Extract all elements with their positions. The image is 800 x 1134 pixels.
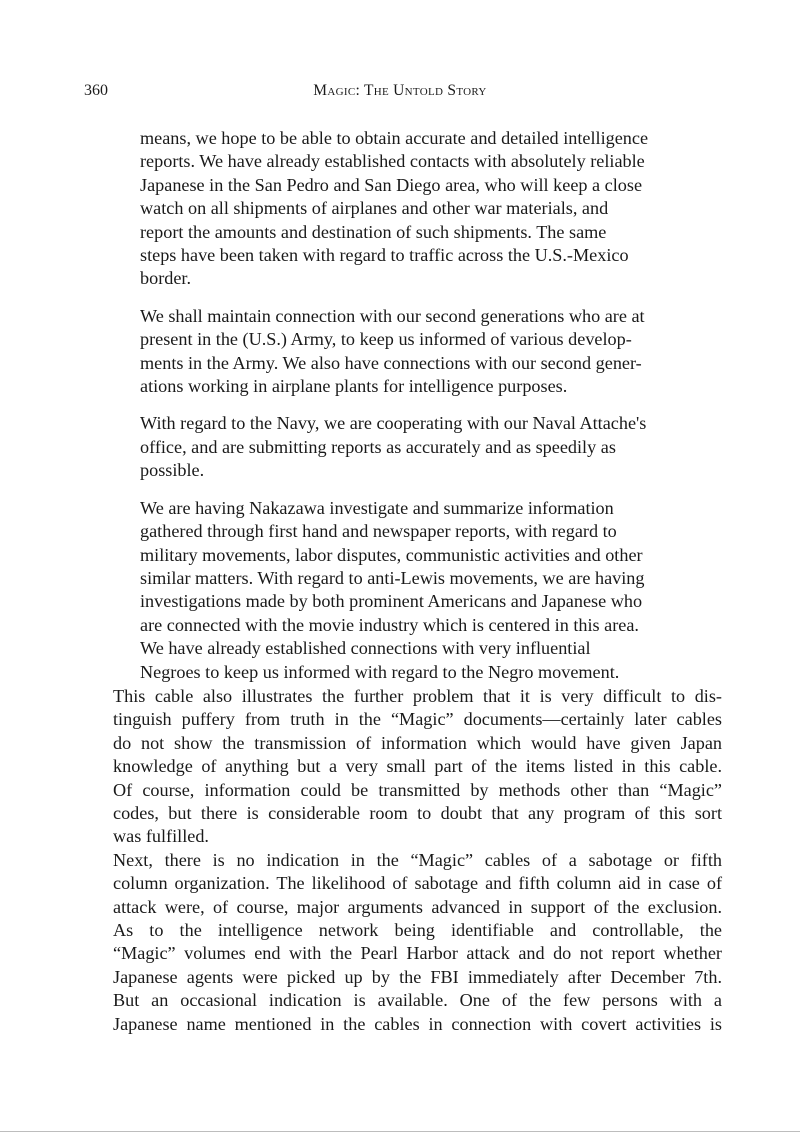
text-line: This cable also illustrates the further problem that it is very difficult to dis- xyxy=(113,686,722,706)
body-text xyxy=(84,685,722,1036)
text-line: report the amounts and destination of such shipments. The same xyxy=(140,221,607,242)
body-paragraph-3 xyxy=(84,919,722,1036)
quote-paragraph-4 xyxy=(140,497,720,684)
text-line: Japanese in the San Pedro and San Diego area, who will keep a close xyxy=(140,174,643,195)
book-title: Magic: The Untold Story xyxy=(313,82,487,99)
quote-paragraph-1 xyxy=(140,127,720,291)
running-head xyxy=(0,82,800,102)
text-line: investigations made by both prominent Americans and Japanese who xyxy=(140,591,643,612)
quote-paragraph-3 xyxy=(140,412,720,482)
text-line: means, we hope to be able to obtain accurate and detailed intelligence xyxy=(140,128,649,148)
text-line: We have already established connections with very influential xyxy=(140,638,591,659)
block-quote xyxy=(140,127,720,698)
quote-paragraph-2 xyxy=(140,305,720,399)
text-line: But an occasional indication is available. One of the few persons with a xyxy=(113,990,722,1011)
body-paragraph-2 xyxy=(84,849,722,919)
text-line: ations working in airplane plants for intelligence purposes. xyxy=(140,376,568,397)
page-number: 360 xyxy=(84,82,108,99)
body-paragraph-1 xyxy=(84,685,722,849)
text-line: column organization. The likelihood of sabotage and fifth column aid in case of xyxy=(113,873,722,894)
text-line: reports. We have already established contacts with absolutely reliable xyxy=(140,151,645,172)
text-line: “Magic” volumes end with the Pearl Harbor attack and do not report whether xyxy=(113,943,722,964)
text-line: possible. xyxy=(140,460,205,481)
text-line: was fulfilled. xyxy=(113,826,209,847)
text-line: watch on all shipments of airplanes and other war materials, and xyxy=(140,198,609,219)
text-line: office, and are submitting reports as accurately and as speedily as xyxy=(140,436,616,457)
text-line: similar matters. With regard to anti-Lewis movements, we are having xyxy=(140,567,645,588)
text-line: knowledge of anything but a very small part of the items listed in this cable. xyxy=(113,756,722,777)
text-line: border. xyxy=(140,268,192,289)
text-line: do not show the transmission of information which would have given Japan xyxy=(113,732,722,753)
text-line: tinguish puffery from truth in the “Magic” documents—certainly later cables xyxy=(113,709,722,730)
text-line: attack were, of course, major arguments advanced in support of the exclusion. xyxy=(113,896,722,917)
text-line: ments in the Army. We also have connections with our second gener- xyxy=(140,352,642,373)
page-edge-divider xyxy=(0,1131,800,1132)
text-line: Of course, information could be transmitted by methods other than “Magic” xyxy=(113,779,722,800)
text-line: Negroes to keep us informed with regard to the Negro movement. xyxy=(140,661,620,682)
text-line: gathered through first hand and newspaper reports, with regard to xyxy=(140,521,617,542)
text-line: present in the (U.S.) Army, to keep us informed of various develop- xyxy=(140,329,632,350)
text-line: Next, there is no indication in the “Magic” cables of a sabotage or fifth xyxy=(113,849,722,870)
text-line: We are having Nakazawa investigate and summarize information xyxy=(140,497,614,518)
text-line: steps have been taken with regard to traffic across the U.S.-Mexico xyxy=(140,245,629,266)
text-line: Japanese name mentioned in the cables in connection with covert activities is xyxy=(113,1013,722,1034)
text-line: Japanese agents were picked up by the FBI immediately after December 7th. xyxy=(113,966,722,987)
text-line: codes, but there is considerable room to doubt that any program of this sort xyxy=(113,803,722,824)
text-line: military movements, labor disputes, communistic activities and other xyxy=(140,544,643,565)
text-line: are connected with the movie industry which is centered in this area. xyxy=(140,614,639,635)
text-line: As to the intelligence network being identifiable and controllable, the xyxy=(113,920,722,941)
text-line: We shall maintain connection with our second generations who are at xyxy=(140,305,645,326)
text-line: With regard to the Navy, we are cooperating with our Naval Attache's xyxy=(140,413,647,434)
